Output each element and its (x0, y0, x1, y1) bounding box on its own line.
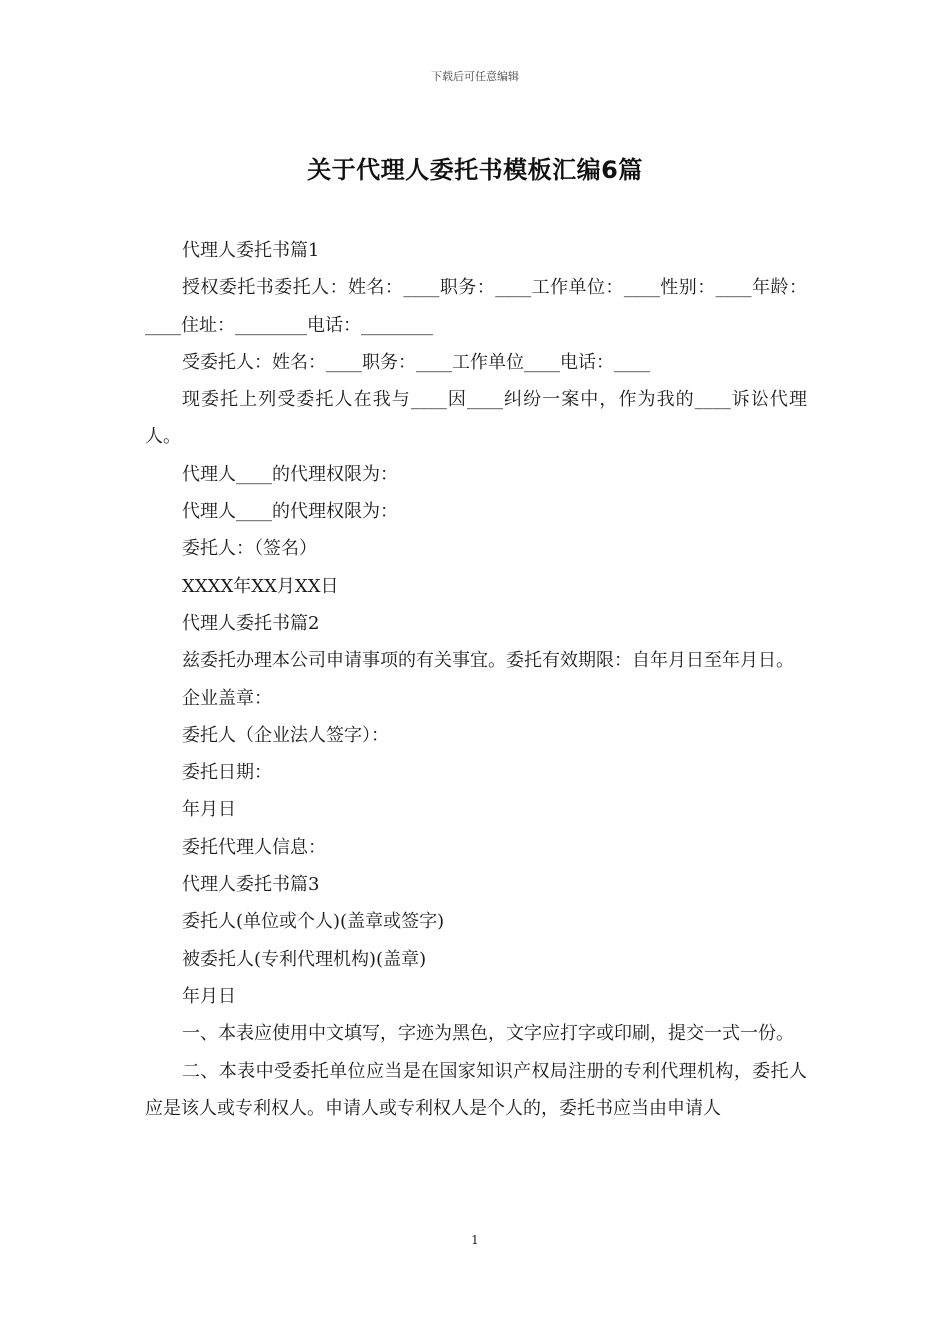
paragraph-agent-information: 委托代理人信息： (182, 836, 326, 858)
paragraph-date-1: XXXX年XX月XX日 (182, 575, 339, 597)
paragraph-instruction-2: 二、本表中受委托单位应当是在国家知识产权局注册的专利代理机构，委托人应是该人或专利权人。申请人或专利权人是个人的，委托书应当由申请人 (145, 1060, 807, 1119)
paragraph-agent-info: 受委托人：姓名：____职务：____工作单位____电话：____ (182, 351, 650, 373)
paragraph-agent-authority-1: 代理人____的代理权限为： (182, 463, 398, 485)
document-title: 关于代理人委托书模板汇编6篇 (307, 156, 643, 184)
document-body (145, 232, 807, 1127)
paragraph-principal-unit: 委托人(单位或个人)(盖章或签字) (182, 911, 445, 933)
paragraph-section-heading-3: 代理人委托书篇3 (182, 874, 320, 896)
paragraph-principal-signature: 委托人：（签名） (182, 538, 317, 560)
paragraph-principal-info: 授权委托书委托人：姓名：____职务：____工作单位：____性别：____年龄：____住址：________电话：________ (145, 277, 807, 336)
page-number: 1 (471, 1233, 479, 1247)
paragraph-date-3: 年月日 (182, 985, 236, 1007)
paragraph-patent-agency: 被委托人(专利代理机构)(盖章) (182, 948, 427, 970)
header-note: 下载后可任意编辑 (431, 70, 519, 83)
paragraph-entrust-company: 兹委托办理本公司申请事项的有关事宜。委托有效期限：自年月日至年月日。 (182, 650, 794, 672)
paragraph-section-heading-1: 代理人委托书篇1 (182, 240, 320, 261)
paragraph-agent-authority-2: 代理人____的代理权限为： (182, 501, 398, 523)
paragraph-entrustment: 现委托上列受委托人在我与____因____纠纷一案中，作为我的____诉讼代理人。 (145, 389, 807, 448)
paragraph-entrust-date: 委托日期： (182, 762, 272, 784)
paragraph-company-seal: 企业盖章： (182, 687, 272, 709)
paragraph-section-heading-2: 代理人委托书篇2 (182, 612, 320, 634)
paragraph-legal-rep-signature: 委托人（企业法人签字）： (182, 724, 389, 746)
paragraph-date-2: 年月日 (182, 799, 236, 821)
paragraph-instruction-1: 一、本表应使用中文填写，字迹为黑色，文字应打字或印刷，提交一式一份。 (182, 1023, 794, 1045)
